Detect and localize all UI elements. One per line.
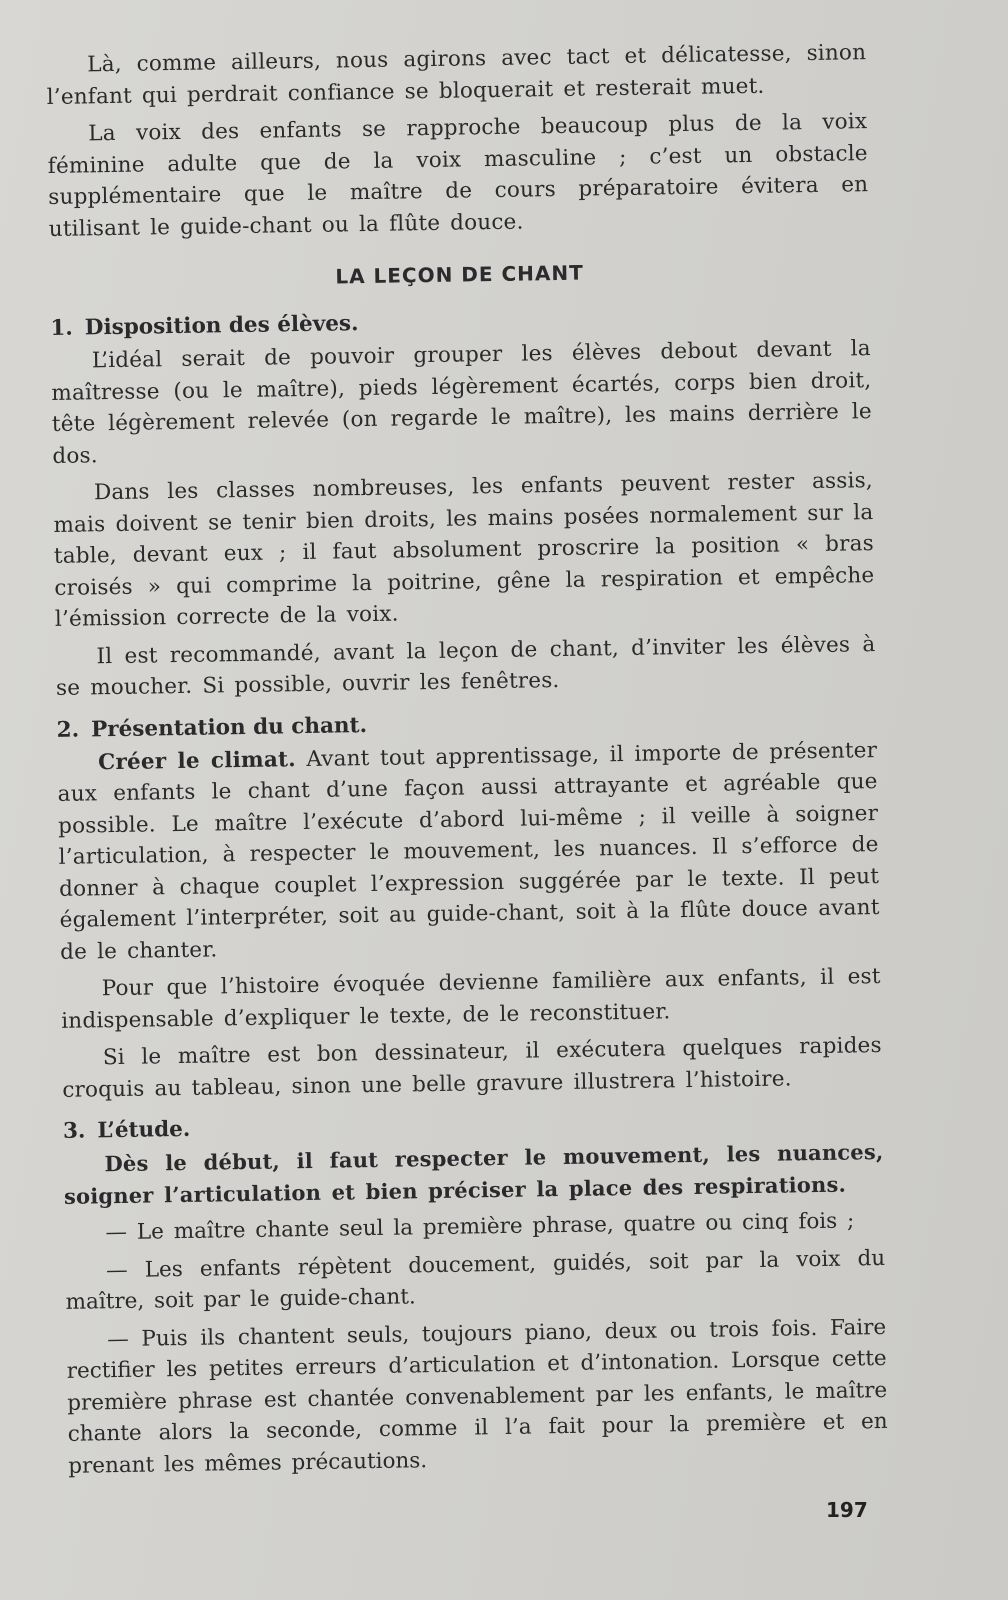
section-1-paragraph-3: Il est recommandé, avant la leçon de chant, d’inviter les élèves à se moucher. Si possible, ouvrir les fenêtres.	[55, 631, 876, 701]
section-3-title: L’étude.	[97, 1116, 191, 1144]
section-3-step-3: — Puis ils chantent seuls, toujours piano, deux ou trois fois. Faire rectifier les petites erreurs d’articulation et d’intonation. Lorsque cette première phrase est chantée convenablement par les enfants, le maître chante alors la seconde, comme il l’a fait pour la première et en prenant les mêmes précautions.	[66, 1314, 888, 1479]
section-2-number: 2.	[56, 717, 80, 743]
section-3-step-2: — Les enfants répètent doucement, guidés, soit par la voix du maître, soit par le guide-chant.	[65, 1245, 886, 1315]
page-number: 197	[826, 1498, 868, 1522]
intro-paragraph-1: Là, comme ailleurs, nous agirons avec tact et délicatesse, sinon l’enfant qui perdrait confiance se bloquerait et resterait muet.	[46, 40, 867, 110]
section-2-paragraph-1-text: Avant tout apprentissage, il importe de présenter aux enfants le chant d’une façon aussi attrayante et agréable que possible. Le maître l’exécute d’abord lui-même ; il veille à soigner l’articulation, à respecter le mouvement, les nuances. Il s’efforce de donner à chaque couplet l’expression suggérée par le texte. Il peut également l’interpréter, soit au guide-chant, soit à la flûte douce avant de le chanter.	[57, 737, 880, 965]
section-1-paragraph-2: Dans les classes nombreuses, les enfants peuvent rester assis, mais doivent se tenir bien droits, les mains posées normalement sur la table, devant eux ; il faut absolument proscrire la position « bras croisés » qui comprime la poitrine, gêne la respiration et empêche l’émission correcte de la voix.	[53, 468, 875, 632]
section-1-paragraph-1: L’idéal serait de pouvoir grouper les élèves debout devant la maîtresse (ou le maître), pieds légèrement écartés, corps bien droit, tête légèrement relevée (on regarde le maître), les mains derrière le dos.	[51, 336, 872, 469]
chapter-title: LA LEÇON DE CHANT	[335, 260, 584, 289]
section-2-lead: Créer le climat.	[97, 746, 297, 775]
section-1-title: Disposition des élèves.	[84, 311, 359, 341]
section-2-paragraph-2: Pour que l’histoire évoquée devienne familière aux enfants, il est indispensable d’expliquer le texte, de le reconstituer.	[61, 964, 881, 1034]
section-3-number: 3.	[62, 1118, 86, 1144]
book-page	[46, 37, 888, 1488]
section-3-step-1: — Le maître chante seul la première phrase, quatre ou cinq fois ;	[105, 1208, 855, 1246]
section-1-number: 1.	[50, 315, 74, 341]
intro-paragraph-2: La voix des enfants se rapproche beaucoup plus de la voix féminine adulte que de la voix masculine ; c’est un obstacle supplémentaire que le maître de cours préparatoire évitera en utilisant le guide-chant ou la flûte douce.	[47, 109, 869, 242]
section-2-paragraph-1	[57, 735, 880, 968]
section-2-title: Présentation du chant.	[90, 712, 368, 742]
section-2-paragraph-3: Si le maître est bon dessinateur, il exécutera quelques rapides croquis au tableau, sinon une belle gravure illustrera l’histoire.	[62, 1032, 882, 1103]
section-3-bold-paragraph: Dès le début, il faut respecter le mouvement, les nuances, soigner l’articulation et bien préciser la place des respirations.	[63, 1138, 884, 1209]
